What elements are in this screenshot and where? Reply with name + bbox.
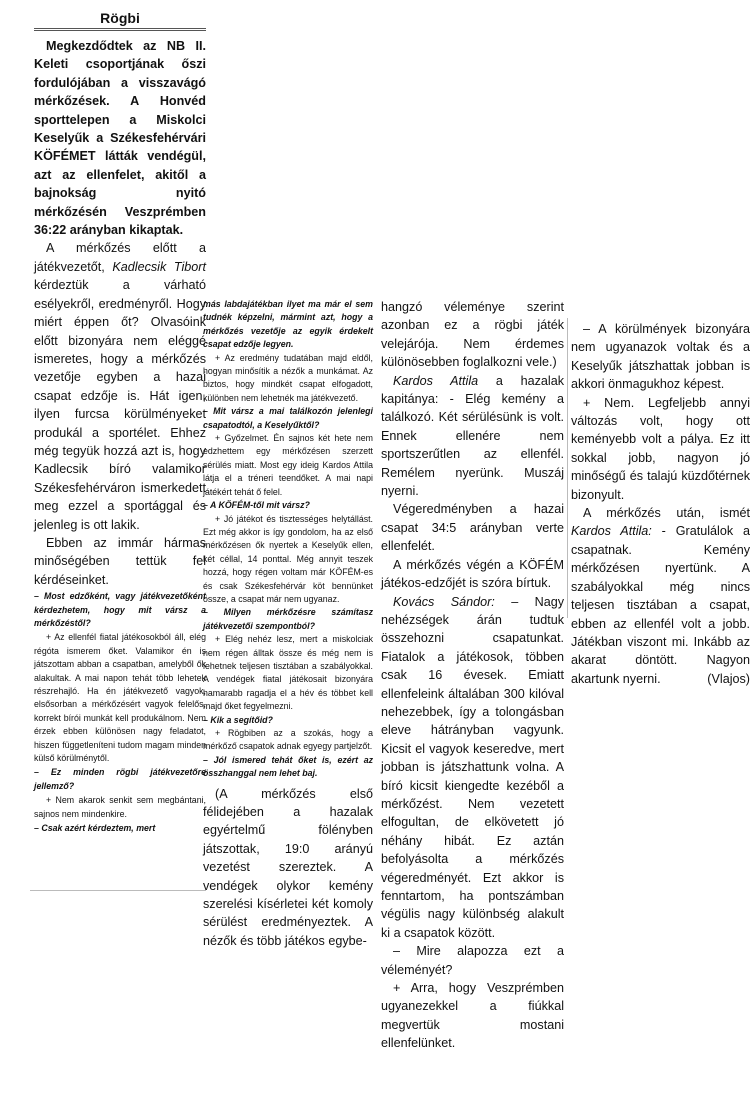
interview-question: – Ez minden rögbi játékvezetőre jellemző? xyxy=(34,767,206,791)
paragraph: Kardos Attila a hazalak kapitánya: - Elég kemény a találkozó. Két sérülésünk is volt. Ennek ellenére nem sportszerűtlen az ellenfél. Remélem nyerünk. Muszáj nyerni. xyxy=(381,373,564,499)
interview-question: más labdajátékban ilyet ma már el sem tudnék képzelni, mármint azt, hogy a mérkőzés vezetője az egyik érdekelt csapat edzője legyen. xyxy=(203,299,373,350)
captain-name: Kardos Attila: xyxy=(571,524,652,539)
article-heading: Rögbi xyxy=(34,8,206,31)
interview-answer: + Jó játékot és tisztességes helytállást. Ezt még akkor is így gondolom, ha az első mérkőzésen ők nyertek a Keselyűk ellen, két céllal, 14 ponttal. Még annyit teszek hozzá, hogy régen voltam már KÖFÉM-es és csak Székesfehérvár köt bennünket össze, a csapat már nem ugyanaz. xyxy=(203,513,373,604)
paragraph: Végeredményben a hazai csapat 34:5 arányban verte ellenfelét. xyxy=(381,502,564,554)
paragraph: Kovács Sándor: – Nagy nehézségek árán tudtuk összehozni csapatunkat. Fiatalok a játékosok, többen csak 16 évesek. Emiatt ellenfeleink általában 300 kilóval nehezebbek, így a tolongásban eleve hátrányban vagyunk. Kicsit el vagyok keseredve, mert jobban is játszhattunk volna. A bíró kicsit kiengedte kezéből a mérkőzést. Nem vezetett elfogultan, de elkövetett jó néhány hibát. Ez aztán befolyásolta a mérkőzés végeredményét. Ezt akkor is fenntartom, ha pontszámban végülis nagy különbség alakult ki a csapatok között. xyxy=(381,594,564,940)
paragraph: hangzó véleménye szerint azonban ez a rögbi játék velejárója. Nem érdemes különösebben foglalkozni vele.) xyxy=(381,300,564,370)
interview-question: – Mit vársz a mai találkozón jelenlegi csapatodtól, a Keselyűktől? xyxy=(203,406,373,430)
interview-question: – Mire alapozza ezt a véleményét? xyxy=(381,944,564,977)
interview-question: – Kik a segítőid? xyxy=(203,714,273,725)
paragraph: – A körülmények bizonyára nem ugyanazok voltak és a Keselyűk játszhattak jobban is akkori önmagukhoz képest. xyxy=(571,322,750,392)
interview-answer: + Elég nehéz lesz, mert a miskolciak nem régen álltak össze és még nem is lehetnek teljesen tisztában a szabályokkal. A vendégek fiatal játékosait bizonyára hamarabb ragadja el a hév és többet kell majd őket fegyelmezni. xyxy=(203,634,373,712)
paragraph: Ebben az immár hármas minőségében tettük fel kérdéseinket. xyxy=(34,535,206,587)
article-column-2 xyxy=(203,298,373,950)
captain-name: Kardos Attila xyxy=(393,373,479,388)
article-column-3 xyxy=(381,298,564,1053)
referee-name: Kadlecsik Tibort xyxy=(112,259,206,274)
article-column-1 xyxy=(34,8,206,836)
interview-question: – A KÖFÉM-től mit vársz? xyxy=(203,500,310,511)
interview-answer: + Arra, hogy Veszprémben ugyanezekkel a fiúkkal megvertük mostani ellenfelünket. xyxy=(381,981,564,1051)
column-1-bottom-rule xyxy=(30,890,206,891)
article-column-4 xyxy=(571,320,750,688)
paragraph: (A mérkőzés első félidejében a hazalak egyértelmű fölényben játszottak, 19:0 arányú vezetést szereztek. A vendégek olykor kemény szerelési kísérletei két komoly sérülést eredményeztek. A nézők és több játékos egybe- xyxy=(203,786,373,948)
lead-paragraph: Megkezdődtek az NB II. Keleti csoportjának őszi fordulójában a visszavágó mérkőzések. A Honvéd sporttelepen a Miskolci Keselyűk a Székesfehérvári KÖFÉMET látták vendégül, azt az ellenfelet, akitől a bajnokság nyitó mérkőzésén Veszprémben 36:22 arányban kikaptak. xyxy=(34,39,206,238)
paragraph: A mérkőzés végén a KÖFÉM játékos-edzőjét is szóra bírtuk. xyxy=(381,557,564,591)
interview-question: – Milyen mérkőzésre számítasz játékvezetői szempontból? xyxy=(203,607,373,631)
paragraph: + Nem. Legfeljebb annyi változás volt, hogy ott keményebb volt a pálya. Ez itt sokkal jobb, nagyon jó minőségű és talajú küzdőtérnek bizonyult. xyxy=(571,395,750,502)
interview-answer: + Az ellenfél fiatal játékosokból áll, elég régóta ismerem őket. Valamikor én is játszottam abban a csapatban, amelyből ők alakultak. A mai napon tehát több lehetek részrehajló. Ha én játékvezető vagyok, elsősorban a mérkőzésért vagyok felelős, korrekt bírói munkát kell produkálnom. Nem érzek ebben különösen nagy feladatot, hiszen függetleníteni tudom magam minden külső körülménytől. xyxy=(34,632,206,764)
paragraph: A mérkőzés után, ismét Kardos Attila: - Gratulálok a csapatnak. Kemény mérkőzésen nyertünk. A szabályokkal még nincs teljesen tisztában a csapat, ebben az ellenfél volt a jobb. Játékban viszont mi. Inkább az akarat döntött. Nagyon akartunk nyerni. (Vlajos) xyxy=(571,504,750,688)
coach-name: Kovács Sándor: xyxy=(393,594,495,609)
interview-answer: + Rögbiben az a szokás, hogy a mérkőző csapatok adnak egyegy partjelzőt. xyxy=(203,728,373,752)
interview-question: – Csak azért kérdeztem, mert xyxy=(34,823,156,834)
author-signature: (Vlajos) xyxy=(707,671,750,686)
interview-question: – Jól ismered tehát őket is, ezért az összhanggal nem lehet baj. xyxy=(203,754,373,779)
interview-answer: + Nem akarok senkit sem megbántani, sajnos nem mindenkire. xyxy=(34,795,206,819)
interview-answer: + Az eredmény tudatában majd eldől, hogyan minősítik a nézők a munkámat. Az biztos, hogy mindkét csapat elfogadott, különben nem lehetnék ma játékvezető. xyxy=(203,352,373,403)
column-divider xyxy=(567,318,568,618)
paragraph: A mérkőzés előtt a játékvezetőt, Kadlecsik Tibort kérdeztük a várható esélyekről, eredményről. Hogy miért éppen őt? Olvasóink előtt bizonyára nem eléggé ismeretes, hogy a mérkőzés vezetője egyben a hazai csapat edzője is. Hát igen, ilyen furcsa körülményeket produkál a sportélet. Ehhez még tegyük hozzá azt is, hogy Kadlecsik bíró valamikor Székesfehérváron ismerkedett meg ezzel a sportággal és jelenleg is ott lakik. xyxy=(34,241,206,532)
interview-answer: + Győzelmet. Én sajnos két hete nem edzhettem egy mérkőzésen szerzett sérülés miatt. Most egy ideig Kardos Attila látja el a tréneri teendőket. A mai napi játékért tehát ő felel. xyxy=(203,433,373,497)
interview-question: – Most edzőként, vagy játékvezetőként kérdezhetem, hogy mit vársz a mérkőzéstől? xyxy=(34,591,206,628)
